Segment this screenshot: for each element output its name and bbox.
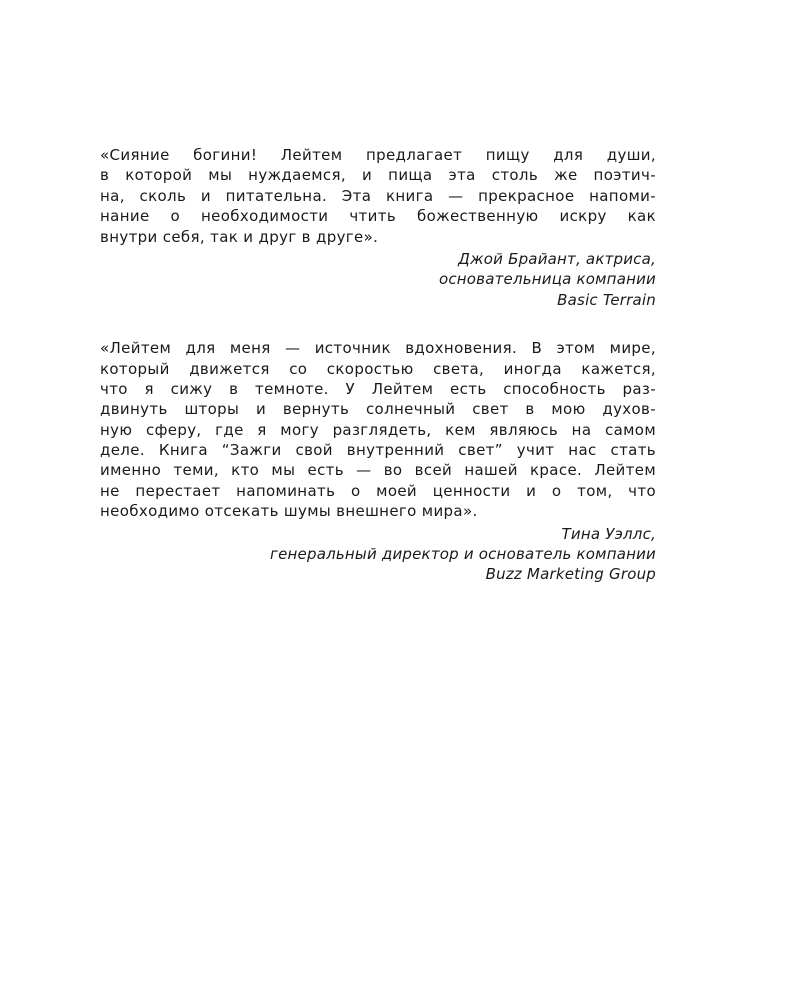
quote-line: именно теми, кто мы есть — во всей нашей красе. Лейтем [100,461,656,480]
testimonial-2 [100,338,656,585]
quote-line: необходимо отсекать шумы внешнего мира». [100,502,478,521]
quote-line: внутри себя, так и друг в друге». [100,227,379,246]
testimonial-1 [100,145,656,310]
attribution-line: Buzz Marketing Group [485,565,656,584]
section-spacer [100,310,656,338]
quote-text [100,145,656,247]
quote-attribution [100,524,656,585]
attribution-line: Тина Уэллс, [561,524,656,543]
quote-line: деле. Книга “Зажги свой внутренний свет” учит нас стать [100,441,656,460]
quote-line: ную сферу, где я могу разглядеть, кем являюсь на самом [100,420,656,439]
quote-line: на, сколь и питательна. Эта книга — прекрасное напоми- [100,186,656,205]
quote-line: что я сижу в темноте. У Лейтем есть способность раз- [100,379,656,398]
attribution-line: Джой Брайант, актриса, [458,249,656,268]
attribution-line: Basic Terrain [557,290,656,309]
attribution-line: основательница компании [438,270,656,289]
quote-line: который движется со скоростью света, иногда кажется, [100,359,656,378]
quote-attribution [100,249,656,310]
quote-line: двинуть шторы и вернуть солнечный свет в мою духов- [100,400,656,419]
quote-text [100,338,656,522]
quote-line: нание о необходимости чтить божественную искру как [100,207,656,226]
page-content [100,145,656,585]
quote-line: в которой мы нуждаемся, и пища эта столь же поэтич- [100,166,656,185]
quote-line: «Лейтем для меня — источник вдохновения. В этом мире, [100,339,656,358]
attribution-line: генеральный директор и основатель компании [270,545,656,564]
quote-line: не перестает напоминать о моей ценности и о том, что [100,481,656,500]
quote-line: «Сияние богини! Лейтем предлагает пищу для души, [100,146,656,164]
